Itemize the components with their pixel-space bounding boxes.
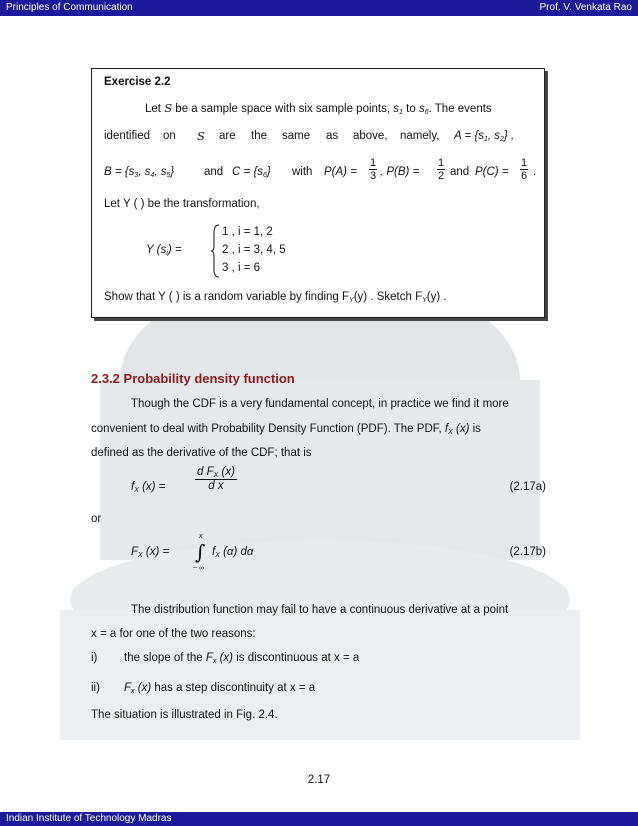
last-a: Show that Y ( ) is a random variable by finding F [104,291,350,303]
set-b-close: } [170,166,175,178]
text-above: above, [353,130,388,142]
item1-sub: x [212,658,217,665]
last-sub2: Y [422,297,427,304]
symbol-s-2: S [197,129,205,143]
set-a-close: } , [503,130,515,142]
item2-arg: (x) [137,682,152,694]
para1-f-sub: X [448,429,453,436]
text-events: . The events [428,103,492,115]
para1-line2-a: convenient to deal with Probability Density Function (PDF). The PDF, [91,423,442,435]
para1-line1: Though the CDF is a very fundamental concept, in practice we find it more [131,398,509,410]
set-b-sub3: 3 [134,172,139,179]
eq2-body-sub: X [215,552,220,559]
set-a-open: A = {s [454,130,484,142]
text-and-2: and [450,166,470,178]
last-b: (y) . Sketch F [353,291,423,303]
eq2-integral: ∫ [195,540,206,564]
text-namely: namely, [400,130,440,142]
item2-text [124,682,315,695]
eq1-f-sub: X [134,487,139,494]
text-sample: be a sample space with six sample points, [175,103,391,115]
text-with: with [292,166,313,178]
symbol-s1: s [393,103,400,115]
eq1-denominator: d x [208,480,224,492]
eq2-lower-limit: − ∞ [193,565,205,572]
set-b-mid2: , s [154,166,167,178]
footer-bar [0,812,638,826]
prob-b-frac [437,157,445,182]
para3: The situation is illustrated in Fig. 2.4. [91,709,278,721]
eq2-upper-limit: x [199,533,203,540]
item2-sub: x [131,688,135,695]
set-b-sub5: 5 [166,172,171,179]
eq2-body [212,546,253,559]
item1-text [124,652,359,665]
para1-line3: defined as the derivative of the CDF; that is [91,447,312,459]
prob-a-label: P(A) = [324,166,357,178]
para1-f: f [444,423,449,435]
eq2-number: (2.17b) [509,546,546,558]
piecewise-brace [210,224,220,278]
prob-c-label: P(C) = [475,166,509,178]
set-b-open: B = {s [104,166,135,178]
piecewise-y: Y (s [146,244,167,256]
set-a-sub2: 2 [500,136,504,143]
header-title: Principles of Communication [6,2,133,13]
para2-line2: x = a for one of the two reasons: [91,628,256,640]
exercise-line1 [145,101,492,116]
eq2-body-f: f [212,546,216,558]
prob-b-num: 1 [438,157,445,169]
text-the: the [251,130,267,142]
text-or: or [91,513,102,525]
piecewise-sub: i [166,250,168,257]
text-let: Let [145,103,161,115]
last-c: (y) . [426,291,447,303]
text-and-1: and [204,166,224,178]
item1-a: the slope of the [124,652,203,664]
header-bar [0,0,638,16]
prob-c-num: 1 [521,157,528,169]
case-3: 3 , i = 6 [222,262,261,274]
footer-institute: Indian Institute of Technology Madras [6,813,172,824]
para1-line2-b: is [472,423,481,435]
set-c-sub6: 6 [263,172,267,179]
set-a-sub1: 1 [483,136,488,143]
eq1-fraction [195,466,237,492]
symbol-s6: s [418,103,425,115]
item1-arg: (x) [219,652,234,664]
text-are: are [219,130,236,142]
page-number: 2.17 [307,774,331,786]
set-c-open: C = {s [232,166,264,178]
eq2-lhs [131,546,169,559]
last-sub1: Y [349,297,354,304]
section-heading: 2.3.2 Probability density function [91,371,295,386]
text-on: on [163,130,176,142]
eq2-body-arg: (α) dα [223,546,254,558]
item2-label: ii) [91,682,100,694]
piecewise-eq: ) = [167,244,182,256]
prob-b-den: 2 [438,170,445,182]
piecewise-lhs [146,244,182,257]
item1-label: i) [91,652,98,664]
item2-b: has a step discontinuity at x = a [154,682,316,694]
sub-1: 1 [399,109,403,116]
eq2-f-arg: (x) = [145,546,170,558]
para2-line1: The distribution function may fail to have a continuous derivative at a point [131,604,509,616]
eq1-numerator [195,466,237,480]
eq1-num-sub: X [213,472,219,479]
case-1: 1 , i = 1, 2 [222,226,273,238]
eq1-num: d F [197,466,214,478]
text-as: as [326,130,339,142]
set-a [454,130,514,143]
eq2-f: F [131,546,139,558]
set-a-mid: , s [487,130,500,142]
case-2: 2 , i = 3, 4, 5 [222,244,286,256]
exercise-last-line [104,291,447,304]
text-identified: identified [104,130,151,142]
item1-b: is discontinuous at x = a [236,652,360,664]
eq2-f-sub: X [138,552,143,559]
item1-f: F [205,652,213,664]
symbol-s: S [164,101,173,115]
para1-line2 [91,423,481,436]
prob-a-num: 1 [370,157,377,169]
prob-a-den: 3 [370,170,377,182]
prob-c-den: 6 [521,170,528,182]
eq1-f: f [131,481,135,493]
header-author: Prof. V. Venkata Rao [539,2,632,13]
text-transformation: Let Y ( ) be the transformation, [104,198,260,210]
set-b-sub4: 4 [150,172,155,179]
prob-c-end: . [533,166,537,178]
prob-c-frac [520,157,528,182]
set-c [232,166,271,179]
set-b-mid1: , s [138,166,151,178]
prob-b-label: , P(B) = [380,166,420,178]
eq1-lhs [131,481,165,494]
sub-6: 6 [424,109,429,116]
set-c-close: } [266,166,271,178]
item2-f: F [124,682,132,694]
eq1-f-arg: (x) = [142,481,166,493]
prob-a-frac [369,157,377,182]
exercise-title: Exercise 2.2 [104,76,171,88]
eq1-number: (2.17a) [509,481,546,493]
set-b [104,166,174,179]
para1-f-arg: (x) [455,423,470,435]
text-to: to [406,103,416,115]
eq1-num-arg: (x) [221,466,235,478]
text-same: same [282,130,311,142]
